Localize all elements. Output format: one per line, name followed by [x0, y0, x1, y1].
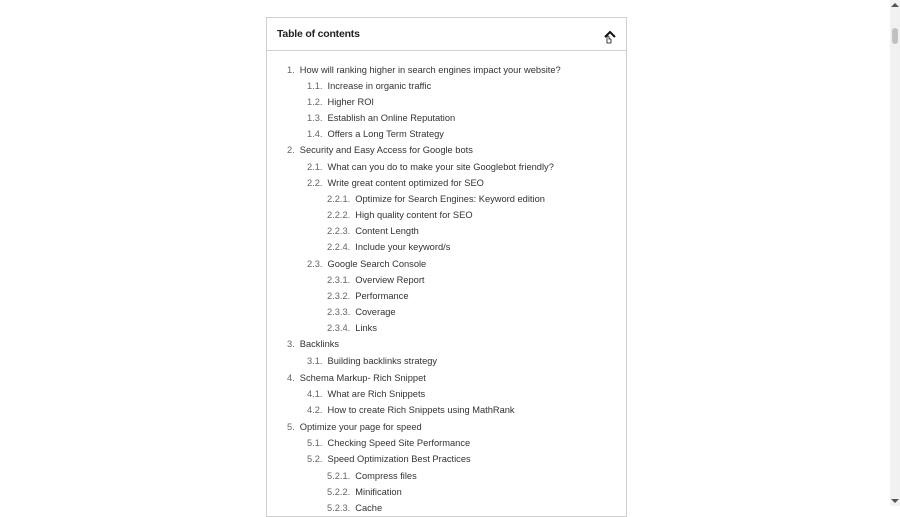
toc-item[interactable]: 2.2.2. High quality content for SEO	[327, 210, 473, 220]
toc-item[interactable]: 5.2.3. Cache	[327, 503, 383, 513]
scroll-up-arrow-icon[interactable]	[891, 3, 899, 7]
toc-item[interactable]: 2. Security and Easy Access for Google bots	[287, 145, 473, 155]
toc-item[interactable]: 2.3. Google Search Console	[307, 259, 427, 269]
toc-item[interactable]: 2.3.3. Coverage	[327, 307, 396, 317]
toc-item[interactable]: 2.2.3. Content Length	[327, 226, 419, 236]
toc-item[interactable]: 3.1. Building backlinks strategy	[307, 356, 438, 366]
toc-item[interactable]: 2.2. Write great content optimized for SEO	[307, 178, 484, 188]
toc-item[interactable]: 5.2.1. Compress files	[327, 471, 417, 481]
toc-item[interactable]: 4.2. How to create Rich Snippets using MathRank	[307, 405, 515, 415]
page-scrollbar[interactable]	[890, 0, 900, 506]
chevron-up-icon[interactable]	[603, 28, 617, 42]
toc-item[interactable]: 5. Optimize your page for speed	[287, 422, 422, 432]
toc-item[interactable]: 1.4. Offers a Long Term Strategy	[307, 129, 444, 139]
toc-title: Table of contents	[277, 28, 360, 40]
scroll-thumb[interactable]	[892, 28, 898, 44]
toc-item[interactable]: 2.1. What can you do to make your site Googlebot friendly?	[307, 162, 554, 172]
toc-item[interactable]: 4. Schema Markup- Rich Snippet	[287, 373, 426, 383]
toc-item[interactable]: 1.1. Increase in organic traffic	[307, 81, 432, 91]
toc-item[interactable]: 2.2.4. Include your keyword/s	[327, 242, 451, 252]
toc-item[interactable]: 2.3.1. Overview Report	[327, 275, 425, 285]
toc-item[interactable]: 3. Backlinks	[287, 339, 340, 349]
table-of-contents	[266, 17, 627, 517]
toc-item[interactable]: 1.3. Establish an Online Reputation	[307, 113, 456, 123]
toc-item[interactable]: 4.1. What are Rich Snippets	[307, 389, 426, 399]
toc-item[interactable]: 2.3.4. Links	[327, 323, 377, 333]
toc-item[interactable]: 2.3.2. Performance	[327, 291, 409, 301]
toc-header[interactable]	[267, 18, 626, 51]
toc-item[interactable]: 2.2.1. Optimize for Search Engines: Keyword edition	[327, 194, 545, 204]
scroll-down-arrow-icon[interactable]	[891, 499, 899, 503]
toc-item[interactable]: 1.2. Higher ROI	[307, 97, 375, 107]
toc-item[interactable]: 1. How will ranking higher in search engines impact your website?	[287, 65, 561, 75]
toc-item[interactable]: 5.1. Checking Speed Site Performance	[307, 438, 471, 448]
toc-item[interactable]: 5.2.2. Minification	[327, 487, 402, 497]
toc-item[interactable]: 5.2. Speed Optimization Best Practices	[307, 454, 471, 464]
